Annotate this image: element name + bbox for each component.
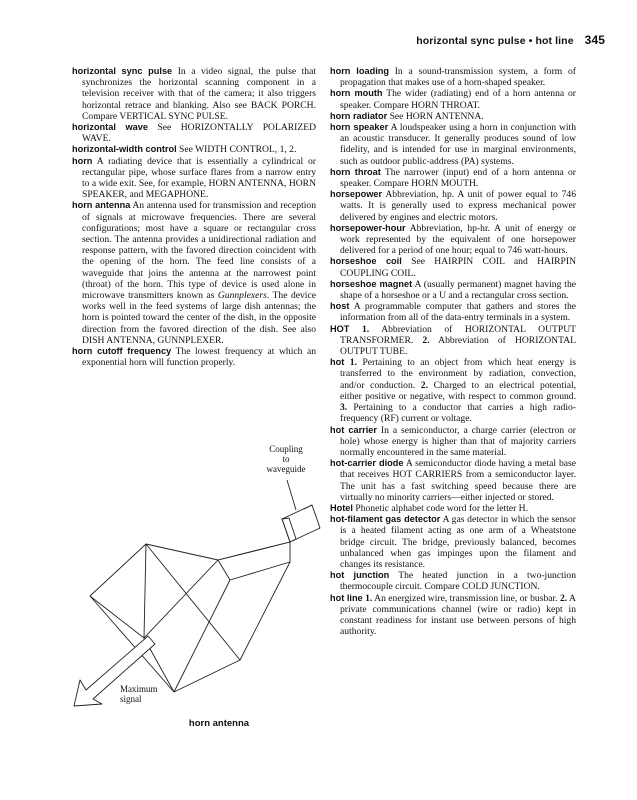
- entry-text: An energized wire, transmission line, or busbar.: [374, 592, 558, 604]
- entry-horizontal-sync-pulse: [72, 66, 316, 122]
- entry-horn-radiator: [330, 111, 576, 122]
- entry-text-italic: Gunnplexers: [217, 290, 267, 302]
- horn-mouth-inner: [90, 596, 144, 638]
- entry-term: hot: [330, 357, 345, 368]
- entry-hot-line: [330, 593, 576, 638]
- entry-term: horn speaker: [330, 122, 389, 133]
- entry-hot-filament-gas-detector: [330, 514, 576, 570]
- coupling-pointer: [287, 480, 296, 510]
- horn-edge-top: [218, 542, 290, 560]
- entry-horn-antenna: [72, 200, 316, 346]
- coupling-label: [256, 444, 316, 474]
- entry-text: A loudspeaker using a horn in conjunction with an acoustic transducer. It generally produces sound of low fidelity, and is intended for use in marginal environments, such as outdoor public-address (PA) systems.: [340, 122, 577, 167]
- entry-term: horn radiator: [330, 110, 388, 121]
- coupling-label-line: to: [282, 454, 290, 464]
- signal-label-line: signal: [120, 694, 142, 704]
- entry-text: Abbreviation, hp. A unit of power equal to 746 watts. It is generally used to express mechanical power delivered by engines and electric motors.: [340, 189, 577, 223]
- entry-term: horseshoe magnet: [330, 278, 413, 289]
- entry-text: A radiating device that is essentially a cylindrical or rectangular pipe, whose surface flares from a narrow entry to a wide exit. See, for example, HORN ANTENNA, HORN SPEAKER, and MEGAPHONE.: [82, 155, 316, 201]
- entry-text: A semiconductor diode having a metal base that receives HOT CARRIERS from a semiconductor layer. The unit has a fast switching speed because there are virtually no minority carriers—either injected or stored.: [340, 458, 576, 503]
- sense-number: 2.: [559, 592, 568, 604]
- entry-text: In a semiconductor, a charge carrier (electron or hole) whose energy is higher than that of majority carriers normally encountered in the same material.: [340, 424, 576, 458]
- waveguide-side: [282, 518, 296, 542]
- entry-hot-carrier: [330, 425, 576, 459]
- entry-hot-carrier-diode: [330, 458, 576, 503]
- entry-horn-loading: [330, 66, 576, 88]
- entry-term: horn mouth: [330, 88, 383, 99]
- entry-text: Abbreviation of HORIZONTAL OUTPUT TUBE.: [340, 334, 576, 358]
- entry-horsepower-hour: [330, 223, 576, 257]
- entry-term: horn cutoff frequency: [72, 346, 172, 357]
- entry-text: A (usually permanent) magnet having the shape of a horseshoe or a U and a rectangular cross section.: [340, 278, 576, 302]
- entry-text: See HAIRPIN COIL and HAIRPIN COUPLING COIL.: [340, 256, 576, 279]
- entry-term: hot junction: [330, 570, 390, 581]
- entry-term: hot carrier: [330, 424, 377, 435]
- coupling-label-line: waveguide: [266, 464, 306, 474]
- entry-text: Pertaining to a conductor that carries a high radio-frequency (RF) current or voltage.: [340, 402, 576, 425]
- entry-text: A programmable computer that gathers and stores the information from all of the data-entry terminals in a system.: [340, 301, 577, 324]
- horn-edge-b: [240, 562, 290, 660]
- entry-text: Charged to an electrical potential, either positive or negative, with respect to common ground.: [340, 379, 577, 402]
- entry-term: host: [330, 301, 350, 312]
- entry-term: horn throat: [330, 166, 381, 177]
- entry-text: The heated junction in a two-junction thermocouple circuit. Compare COLD JUNCTION.: [340, 570, 576, 593]
- sense-number: 1.: [361, 323, 370, 335]
- left-column: [72, 66, 316, 368]
- horn-edge-c: [174, 580, 230, 692]
- entry-term: horsepower: [330, 189, 383, 200]
- entry-horizontal-width-control: [72, 144, 316, 155]
- coupling-label-line: Coupling: [269, 444, 303, 454]
- entry-term: hot-filament gas detector: [330, 514, 441, 525]
- sense-number: 3.: [340, 402, 348, 414]
- entry-term: horizontal sync pulse: [72, 66, 173, 76]
- entry-hotel: [330, 503, 576, 514]
- entry-text: See HORN ANTENNA.: [389, 110, 484, 122]
- entry-term: horsepower-hour: [330, 222, 406, 233]
- entry-term: horizontal wave: [72, 122, 148, 133]
- entry-text: A private communications channel (wire or radio) kept in constant readiness for instant use between persons of high authority.: [340, 592, 576, 638]
- entry-horizontal-wave: [72, 122, 316, 144]
- entry-text: A gas detector in which the sensor is a heated filament acting as one arm of a Wheatstone bridge circuit. The bridge, previously balanced, becomes unbalanced when gas impinges upon the filament and changes its resistance.: [340, 514, 576, 570]
- entry-host: [330, 301, 576, 323]
- entry-text: In a video signal, the pulse that synchronizes the horizontal scanning component in a television receiver with that of the camera; it also triggers horizontal retrace and blanking. Also see BACK PORCH. Compare VERTICAL SYNC PULSE.: [82, 66, 316, 122]
- entry-term: Hotel: [330, 502, 353, 513]
- maximum-signal-label: [120, 684, 180, 704]
- entry-text: See WIDTH CONTROL, 1, 2.: [179, 144, 297, 156]
- horn-antenna-figure: [60, 440, 322, 736]
- running-head-title: horizontal sync pulse • hot line: [416, 35, 574, 47]
- sense-number: 2.: [420, 379, 428, 391]
- entry-term: horseshoe coil: [330, 256, 402, 267]
- entry-text: The narrower (input) end of a horn antenna or speaker. Compare HORN MOUTH.: [340, 166, 576, 190]
- horn-throat: [218, 542, 290, 580]
- entry-term: horn loading: [330, 66, 389, 76]
- entry-term: hot-carrier diode: [330, 458, 404, 469]
- sense-number: 1.: [349, 357, 357, 369]
- entry-text: Phonetic alphabet code word for the letter H.: [355, 502, 529, 514]
- entry-horsepower: [330, 189, 576, 223]
- entry-text: . The device works well in the feed systems of large dish antennas; the horn is pointed toward the center of the dish, in the opposite direction from the favored direction of the dish. See also DISH ANTENNA, GUNNPLEXER.: [82, 290, 316, 346]
- entry-horn-cutoff-frequency: [72, 346, 316, 368]
- sense-number: 2.: [422, 334, 430, 346]
- entry-term: horn: [72, 155, 93, 166]
- entry-term: horizontal-width control: [72, 144, 177, 155]
- entry-term: horn antenna: [72, 200, 131, 211]
- running-head: [416, 33, 605, 47]
- waveguide-edge: [304, 505, 312, 509]
- entry-term: hot line: [330, 592, 363, 603]
- page-number: 345: [584, 33, 605, 47]
- entry-text: See HORIZONTALLY POLARIZED WAVE.: [82, 122, 317, 145]
- entry-horseshoe-magnet: [330, 279, 576, 301]
- entry-text: The wider (radiating) end of a horn antenna or speaker. Compare HORN THROAT.: [340, 88, 576, 111]
- entry-horn-mouth: [330, 88, 576, 110]
- horn-mouth-inner: [144, 544, 146, 638]
- entry-text: In a sound-transmission system, a form of propagation that makes use of a horn-shaped speaker.: [340, 66, 576, 89]
- entry-text: Abbreviation of HORIZONTAL OUTPUT TRANSFORMER.: [340, 323, 577, 346]
- entry-horn-throat: [330, 167, 576, 189]
- entry-text: Abbreviation, hp-hr. A unit of energy or work represented by the equivalent of one horsepower delivered for a period of one hour; equal to 746 watt-hours.: [340, 222, 577, 257]
- entry-hot-abbrev: [330, 324, 576, 358]
- sense-number: 1.: [365, 592, 373, 604]
- entry-text: The lowest frequency at which an exponential horn will function properly.: [82, 346, 316, 369]
- horn-antenna-diagram: [60, 440, 322, 736]
- entry-text: Pertaining to an object from which heat energy is transferred to the environment by radiation, convection, and/or conduction.: [340, 357, 576, 391]
- entry-horn-speaker: [330, 122, 576, 167]
- right-column: [330, 66, 576, 637]
- entry-horseshoe-coil: [330, 256, 576, 278]
- entry-text: An antenna used for transmission and reception of signals at microwave frequencies. There are several configurations; most have a square or rectangular cross section. The antenna provides a unidirectional radiation and response pattern, with the favored direction coincident with the opening of the horn. The feed line consists of a waveguide that joins the antenna at the narrowest point (throat) of the horn. This type of device is used alone in microwave transmitters known as: [82, 200, 316, 302]
- entry-term: HOT: [330, 323, 350, 334]
- entry-hot-junction: [330, 570, 576, 592]
- figure-caption: horn antenna: [188, 718, 250, 729]
- signal-label-line: Maximum: [120, 684, 158, 694]
- entry-hot: [330, 357, 576, 424]
- entry-horn: [72, 156, 316, 201]
